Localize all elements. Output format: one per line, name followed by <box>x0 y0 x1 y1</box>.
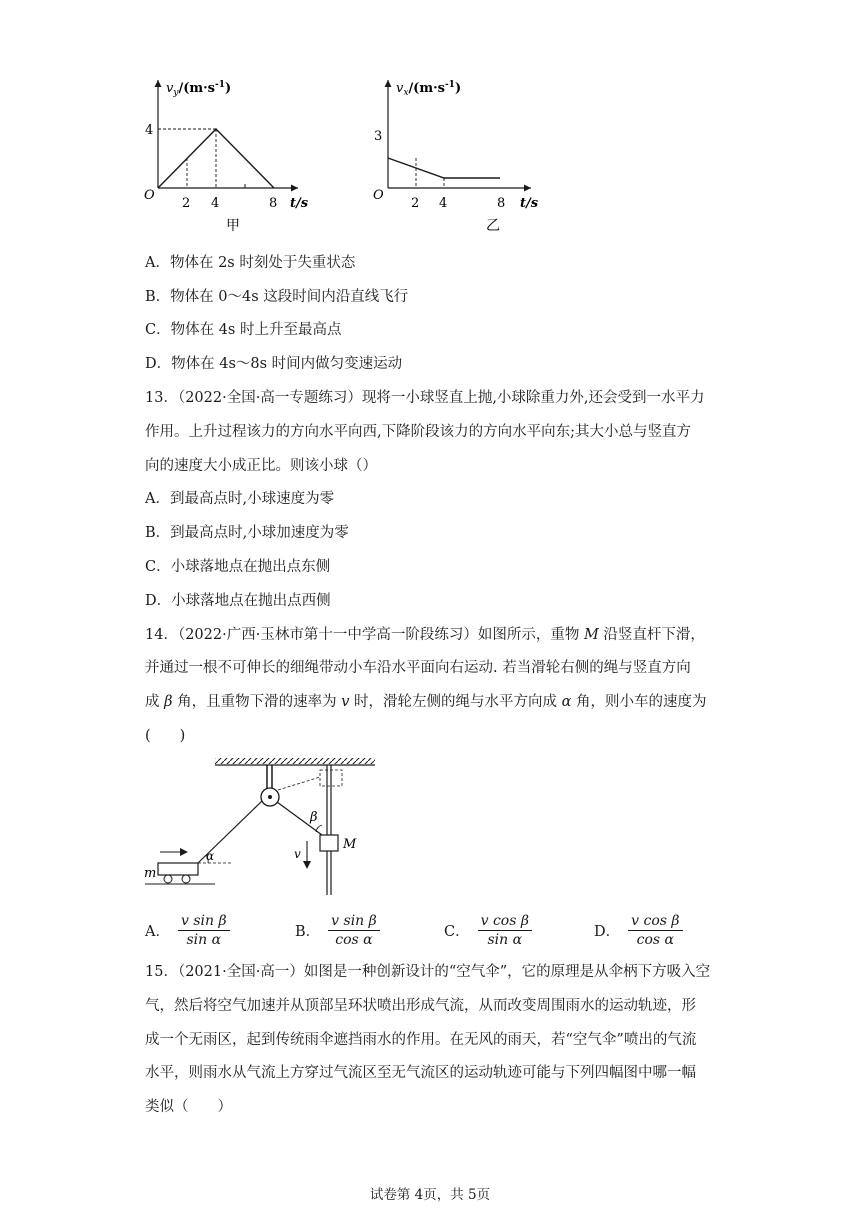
alpha-label: α <box>206 849 215 863</box>
cart <box>158 863 198 875</box>
x-axis-label: t/s <box>520 196 539 211</box>
y-tick-label: 4 <box>145 123 154 138</box>
y-axis-label: $v_x/(m\cdot s^{-1})$ <box>396 80 462 98</box>
v-label: v <box>294 847 301 861</box>
y-tick-label: 3 <box>374 129 383 144</box>
pulley-axle <box>268 795 272 799</box>
vx-series-line <box>388 158 500 178</box>
q13-option-b: B．到最高点时,小球加速度为零 <box>145 525 349 541</box>
origin-label: O <box>144 188 155 203</box>
cart-wheel <box>182 875 190 883</box>
q13-stem-line: 13．（2022·全国·高一专题练习）现将一小球竖直上抛,小球除重力外,还会受到一水平力 <box>145 390 705 406</box>
page-footer: 试卷第 4页，共 5页 <box>369 1187 491 1203</box>
q13-stem-line: 向的速度大小成正比。则该小球（） <box>145 458 377 474</box>
q14-answer-blank: ( ) <box>145 728 186 744</box>
q12-option-b: B．物体在 0～4s 这段时间内沿直线飞行 <box>145 289 409 305</box>
q15-stem-line: 气，然后将空气加速并从顶部呈环状喷出形成气流，从而改变周围雨水的运动轨迹，形 <box>145 998 696 1014</box>
q13-stem-line: 作用。上升过程该力的方向水平向西,下降阶段该力的方向水平向东;其大小总与竖直方 <box>145 424 691 440</box>
graph-jia <box>140 70 310 240</box>
M-label: M <box>343 837 357 852</box>
q15-stem-line: 成一个无雨区，起到传统雨伞遮挡雨水的作用。在无风的雨天，若“空气伞”喷出的气流 <box>145 1032 697 1048</box>
q14-option-b: B． $\frac{\text{v sin β}}{\text{cos α}}$ <box>295 912 380 949</box>
cart-wheel <box>164 875 172 883</box>
q14-option-c: C． $\frac{\text{v cos β}}{\text{sin α}}$ <box>444 912 532 949</box>
q14-option-a: A． $\frac{\text{v sin β}}{\text{sin α}}$ <box>145 912 230 949</box>
graph-caption: 乙 <box>486 218 500 234</box>
q14-option-d: D． $\frac{\text{v cos β}}{\text{cos α}}$ <box>594 912 683 949</box>
dashed-rope <box>278 777 320 790</box>
x-tick-label: 8 <box>497 196 506 211</box>
q14-stem-line: 14．（2022·广西·玉林市第十一中学高一阶段练习）如图所示，重物 M 沿竖直杆下滑， <box>145 627 705 643</box>
y-axis-label: $v_y/(m\cdot s^{-1})$ <box>166 80 232 98</box>
pulley-diagram <box>140 755 380 900</box>
q13-option-a: A．到最高点时,小球速度为零 <box>145 491 335 507</box>
x-tick-label: 2 <box>182 196 191 211</box>
q14-stem-line: 并通过一根不可伸长的细绳带动小车沿水平面向右运动. 若当滑轮右侧的绳与竖直方向 <box>145 660 691 676</box>
velocity-arrowhead <box>303 861 311 869</box>
graph-caption: 甲 <box>226 218 240 234</box>
x-tick-label: 4 <box>211 196 220 211</box>
ceiling-hatch <box>215 758 375 764</box>
q13-option-c: C．小球落地点在抛出点东侧 <box>145 559 331 575</box>
x-axis-label: t/s <box>290 196 309 211</box>
q15-stem-line: 类似（ ） <box>145 1099 232 1115</box>
q12-option-a: A．物体在 2s 时刻处于失重状态 <box>145 255 356 271</box>
x-tick-label: 2 <box>411 196 420 211</box>
m-label: m <box>144 866 157 881</box>
x-tick-label: 8 <box>269 196 278 211</box>
q14-stem-line: 成 β 角，且重物下滑的速率为 v 时，滑轮左侧的绳与水平方向成 α 角，则小车的速度为 <box>145 694 707 710</box>
origin-label: O <box>373 188 384 203</box>
x-tick-label: 4 <box>439 196 448 211</box>
mass-M <box>320 835 338 851</box>
q15-stem-line: 15．（2021·全国·高一）如图是一种创新设计的“空气伞”，它的原理是从伞柄下方吸入空 <box>145 964 711 980</box>
q15-stem-line: 水平，则雨水从气流上方穿过气流区至无气流区的运动轨迹可能与下列四幅图中哪一幅 <box>145 1065 696 1081</box>
q13-option-d: D．小球落地点在抛出点西侧 <box>145 593 331 609</box>
beta-label: β <box>310 810 318 825</box>
graph-yi <box>368 70 548 240</box>
cart-arrowhead <box>180 848 188 856</box>
q12-option-c: C．物体在 4s 时上升至最高点 <box>145 322 342 338</box>
q12-option-d: D．物体在 4s～8s 时间内做匀变速运动 <box>145 356 403 372</box>
